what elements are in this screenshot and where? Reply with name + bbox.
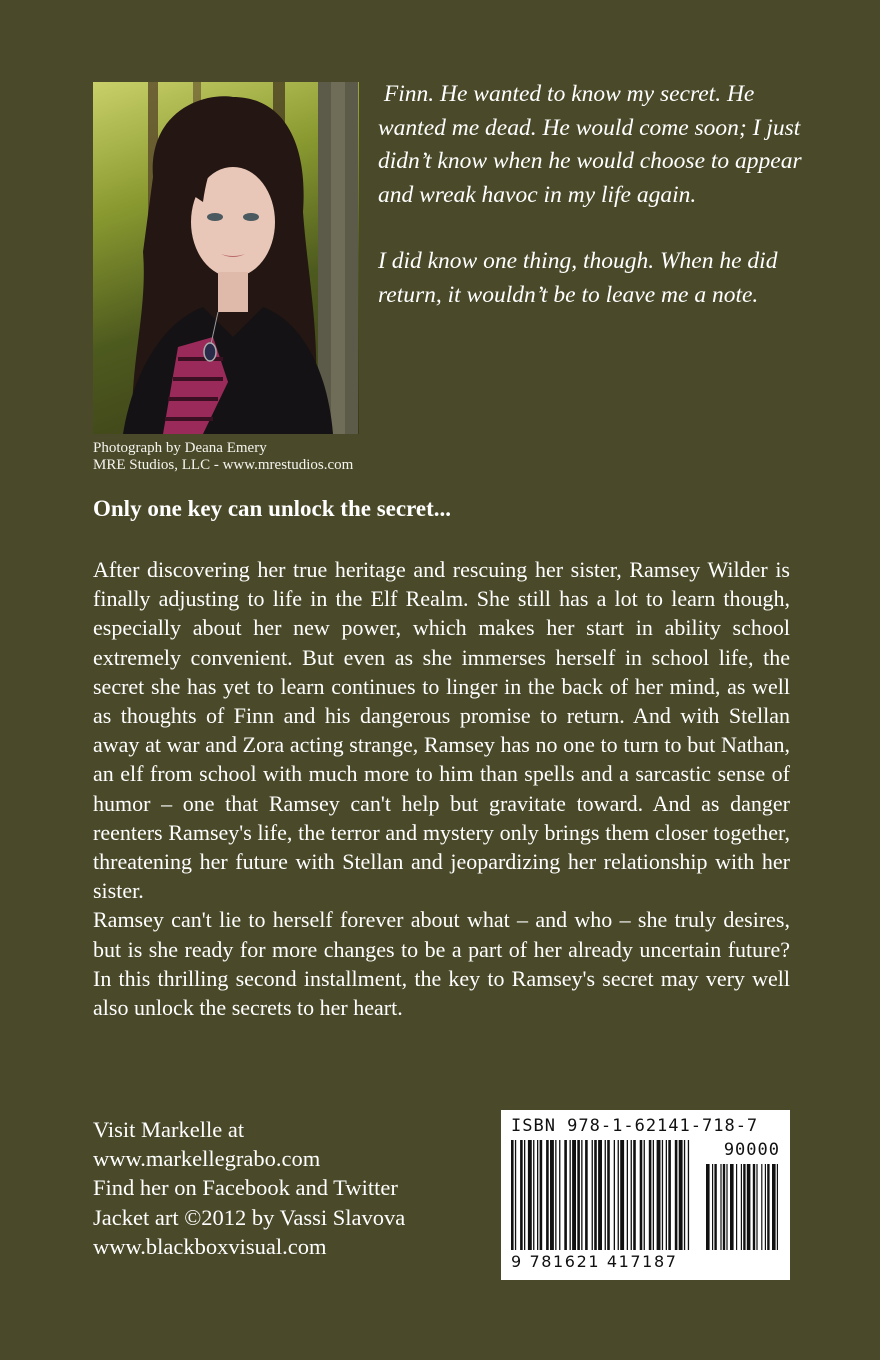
price-code: 90000 [723,1140,780,1160]
photo-credit [93,440,353,474]
barcode-bar [684,1140,685,1250]
barcode-bar [657,1140,661,1250]
barcode-bar [592,1140,593,1250]
contact-line-5: www.blackboxvisual.com [93,1233,327,1259]
barcode-bar [550,1140,554,1250]
barcode-bar [570,1140,571,1250]
barcode-bar [581,1140,582,1250]
contact-line-2: www.markellegrabo.com [93,1146,321,1172]
barcode-addon-bar [765,1164,766,1250]
barcode-bar [607,1140,610,1250]
contact-line-3: Find her on Facebook and Twitter [93,1175,398,1201]
barcode-bar [540,1140,543,1250]
barcode-addon-bar [756,1164,757,1250]
barcode-bar [644,1140,645,1250]
barcode-bar [585,1140,588,1250]
barcode-bar [520,1140,523,1250]
barcode-bar [688,1140,689,1250]
barcode-bar [598,1140,602,1250]
barcode-addon-bar [777,1164,778,1250]
blurb-paragraph-2: Ramsey can't lie to herself forever about what – and who – she truly desires, but is she ready for more changes to be a part of her already uncertain future? In this thrilling second installment, the key to Ramsey's secret may very well also unlock the secrets to her heart. [93,907,790,1021]
barcode-addon-bar [761,1164,762,1250]
barcode-bar [515,1140,516,1250]
barcode-bar [555,1140,556,1250]
barcode-addon-bar [741,1164,742,1250]
book-blurb [93,555,790,1022]
author-photo [93,82,359,434]
contact-line-1: Visit Markelle at [93,1117,245,1142]
barcode-addon-bar [723,1164,725,1250]
tagline: Only one key can unlock the secret... [93,496,451,521]
barcode-addon-bar [726,1164,727,1250]
barcode-bar [640,1140,643,1250]
barcode-addon-bar [736,1164,737,1250]
barcode-bar [662,1140,663,1250]
barcode-addon-bar [743,1164,745,1250]
photo-credit-line2: MRE Studios, LLC - www.mrestudios.com [93,457,354,473]
barcode-bar [564,1140,567,1250]
barcode-bar [675,1140,678,1250]
barcode-bar [524,1140,525,1250]
barcode-addon-bar [747,1164,751,1250]
barcode-bar [528,1140,532,1250]
barcode-bar [533,1140,534,1250]
barcode-bar [537,1140,538,1250]
isbn-barcode [501,1110,790,1280]
quote-paragraph-2: I did know one thing, though. When he did return, it wouldn’t be to leave me a note. [378,248,778,308]
barcode-bar [614,1140,615,1250]
barcode-addon-bar [753,1164,755,1250]
barcode-bar [631,1140,632,1250]
barcode-bar [605,1140,606,1250]
barcode-addon-bar [712,1164,713,1250]
barcode-addon-bar [706,1164,710,1250]
barcode-bar [679,1140,683,1250]
excerpt-quote [378,78,818,312]
barcode-bar [546,1140,549,1250]
author-contact [93,1115,405,1261]
ean-digits: 9 781621 417187 [511,1252,678,1271]
barcode-bar [653,1140,654,1250]
quote-paragraph-1: Finn. He wanted to know my secret. He wanted me dead. He would come soon; I just didn’t know when he would choose to appear and wreak havoc in my life again. [378,81,802,208]
barcode-bar [572,1140,576,1250]
barcode-addon-bar [767,1164,769,1250]
barcode-addon-bar [714,1164,716,1250]
barcode-bar [559,1140,560,1250]
contact-line-4: Jacket art ©2012 by Vassi Slavova [93,1204,406,1230]
barcode-bar [649,1140,652,1250]
barcode-bar [627,1140,628,1250]
barcode-bar [633,1140,636,1250]
author-portrait-image [93,82,359,434]
barcode-bar [620,1140,624,1250]
barcode-bar [666,1140,667,1250]
barcode-addon-bar [730,1164,734,1250]
barcode-bar [668,1140,671,1250]
barcode-bar [618,1140,619,1250]
blurb-paragraph-1: After discovering her true heritage and rescuing her sister, Ramsey Wilder is finally adjusting to life in the Elf Realm. She still has a lot to learn though, especially about her new power, which makes her start in ability school extremely convenient. But even as she immerses herself in school life, the secret she has yet to learn continues to linger in the back of her mind, as well as thoughts of Finn and his dangerous promise to return. And with Stellan away at war and Zora acting strange, Ramsey has no one to turn to but Nathan, an elf from school with much more to him than spells and a sarcastic sense of humor – one that Ramsey can't help but gravitate toward. And as danger reenters Ramsey's life, the terror and mystery only brings them closer together, threatening her future with Stellan and jeopardizing her relationship with her sister. [93,557,790,904]
barcode-bar [577,1140,580,1250]
barcode-addon-bar [772,1164,776,1250]
barcode-bar [511,1140,514,1250]
isbn-number: ISBN 978-1-62141-718-7 [511,1116,759,1136]
barcode-addon-bar [720,1164,721,1250]
photo-credit-line1: Photograph by Deana Emery [93,440,267,456]
barcode-bar [594,1140,597,1250]
